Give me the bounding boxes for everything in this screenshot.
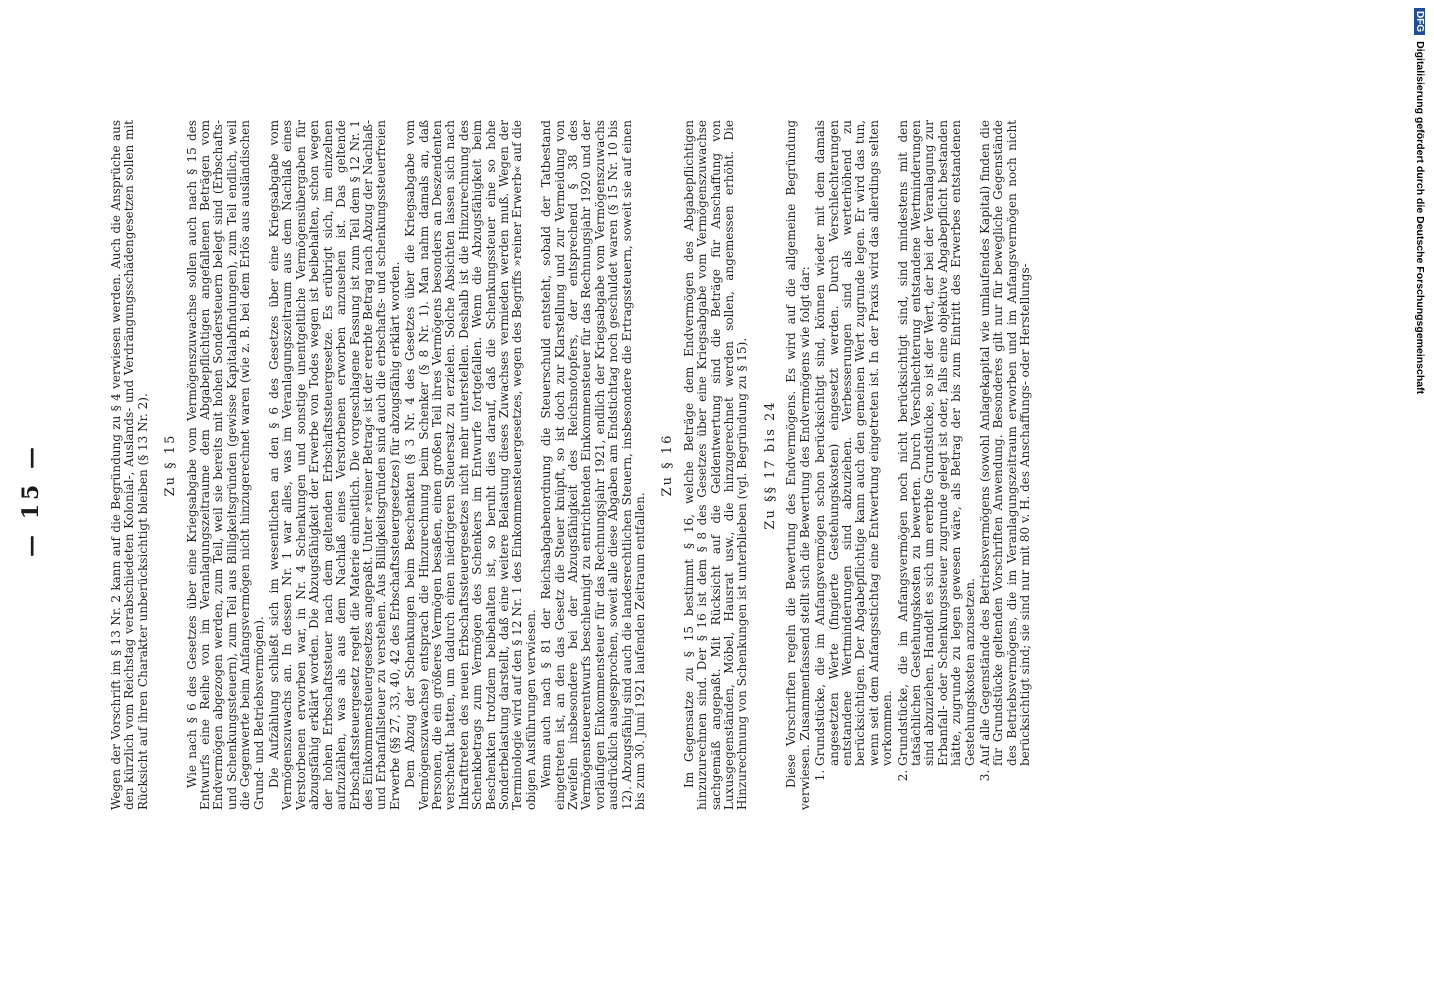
- dfg-logo: DFG: [1414, 8, 1425, 35]
- intro-paragraph: Wegen der Vorschrift im § 13 Nr. 2 kann auf die Begründung zu § 4 verwiesen werden. Auch die Ansprüche aus den kürzlich vom Reichstag verabschiedeten Kolonial-, Auslands- und Verdrängungsschädengesetzen sollen mit Rücksicht auf ihren Charakter unberücksichtigt bleiben (§ 13 Nr. 2).: [109, 120, 150, 810]
- valuation-list: [814, 120, 1033, 810]
- section-heading-17-24: Zu §§ 17 bis 24: [762, 400, 778, 530]
- paragraph: Im Gegensatze zu § 15 bestimmt § 16, welche Beträge dem Endvermögen des Abgabepflichtigen hinzuzurechnen sind. Der § 16 ist dem § 8 des Gesetzes über eine Kriegsabgabe vom Vermögenszuwachse sachgemäß angepaßt. Mit Rücksicht auf die Geldentwertung sind die Beträge für Anschaffung von Luxusgegenständen, Möbel, Hausrat usw., die hinzugerechnet werden sollen, angemessen erhöht. Die Hinzurechnung von Schenkungen ist unterblieben (vgl. Begründung zu § 15).: [681, 120, 750, 810]
- page-number: — 15 —: [18, 443, 44, 557]
- paragraph: Diese Vorschriften regeln die Bewertung des Endvermögens. Es wird auf die allgemeine Begründung verwiesen. Zusammenfassend stellt sich die Bewertung des Endvermögens wie folgt dar:: [784, 120, 812, 810]
- list-item: 2. Grundstücke, die im Anfangsvermögen noch nicht berücksichtigt sind, sind mindestens mit den tatsächlichen Gestehungskosten zu bewerten. Durch Verschlechterung entstandene Wertminderungen sind abzuziehen. Handelt es sich um ererbte Grundstücke, so ist der Wert, der bei der Veranlagung zur Erbanfall- oder Schenkungssteuer zugrunde gelegt ist oder, falls eine objektive Abgabepflicht bestanden hätte, zugrunde zu legen gewesen wäre, als Betrag der bis zum Eintritt des Erwerbes entstandenen Gestehungskosten anzusetzen.: [897, 120, 977, 766]
- paragraph: Wenn auch nach § 81 der Reichsabgabenordnung die Steuerschuld entsteht, sobald der Tatbestand eingetreten ist, an den das Gesetz die Steuer knüpft, so ist doch zur Klarstellung und zur Vermeidung von Zweifeln insbesondere bei der Abzugsfähigkeit des Reichsnotopfers, der entsprechend § 38 des Vermögensteuerentwurfs beschleunigt zu entrichtenden Einkommensteuer für das Rechnungsjahr 1920 und der vorläufigen Einkommensteuer für das Rechnungsjahr 1921, endlich der Kriegsabgabe vom Vermögenszuwachs ausdrücklich ausgesprochen, soweit alle diese Abgaben am Endstichtag noch geschuldet waren (§ 15 Nr. 10 bis 12). Abzugsfähig sind auch die landesrechtlichen Steuern, insbesondere die Ertragssteuern, soweit sie auf einen bis zum 30. Juni 1921 laufenden Zeitraum entfallen.: [539, 120, 648, 810]
- rotated-page: [0, 10, 1390, 990]
- list-item: 3. Auf alle Gegenstände des Betriebsvermögens (sowohl Anlagekapital wie umlaufendes Kapital) finden die für Grundstücke geltenden Vorschriften Anwendung. Besonderes gilt nur für bewegliche Gegenstände des Betriebsvermögens, die im Veranlagungszeitraum erworben und im Anfangsvermögen noch nicht berücksichtigt sind; sie sind nur mit 80 v. H. des Anschaffungs- oder Herstellungs-: [979, 120, 1033, 766]
- funding-notice: [1408, 8, 1426, 768]
- section-heading-15: Zu § 15: [163, 433, 179, 497]
- paragraph: Die Aufzählung schließt sich im wesentlichen an den § 6 des Gesetzes über eine Kriegsabgabe vom Vermögenszuwachs an. In dessen Nr. 1 war alles, was im Veranlagungszeitraum aus dem Nachlaß eines Verstorbenen erworben war, in Nr. 4 Schenkungen und sonstige unentgeltliche Vermögensübergaben für abzugsfähig erklärt worden. Die Abzugsfähigkeit der Erwerbe von Todes wegen ist beibehalten, schon wegen der hohen Erbschaftssteuer nach dem geltenden Erbschaftssteuergesetze. Es erübrigt sich, im einzelnen aufzuzählen, was als aus dem Nachlaß eines Verstorbenen erworben anzusehen ist. Das geltende Erbschaftssteuergesetz regelt die Materie einheitlich. Die vorgeschlagene Fassung ist zum Teil dem § 12 Nr. 1 des Einkommensteuergesetzes angepaßt. Unter »reiner Betrag« ist der ererbte Betrag nach Abzug der Nachlaß- und Erbanfallsteuer zu verstehen. Aus Billigkeitsgründen sind auch die erbschafts- und schenkungssteuerfreien Erwerbe (§§ 27, 33, 40, 42 des Erbschaftssteuergesetzes) für abzugsfähig erklärt worden.: [267, 120, 402, 810]
- funding-text: Digitalisierung gefördert durch die Deutsche Forschungsgemeinschaft: [1414, 41, 1426, 395]
- document-body: [110, 120, 1035, 810]
- list-item: 1. Grundstücke, die im Anfangsvermögen schon berücksichtigt sind, können wieder mit dem damals angesetzten Werte (fingierte Gestehungskosten) eingesetzt werden. Durch Verschlechterungen entstandene Wertminderungen sind abzuziehen. Verbesserungen sind als werterhöhend zu berücksichtigen. Der Abgabepflichtige kann auch den gemeinen Wert zugrunde legen. Er wird das tun, wenn seit dem Anfangsstichtag eine Entwertung eingetreten ist. In der Praxis wird das allerdings selten vorkommen.: [814, 120, 894, 766]
- paragraph: Wie nach § 6 des Gesetzes über eine Kriegsabgabe vom Vermögenszuwachse sollen auch nach § 15 des Entwurfs eine Reihe von im Veranlagungszeitraume dem Abgabepflichtigen angefallenen Beträgen vom Endvermögen abgezogen werden, zum Teil, weil sie bereits mit hohen Sondersteuern belegt sind (Erbschafts- und Schenkungssteuern), zum Teil aus Billigkeitsgründen (gewisse Kapitalabfindungen), zum Teil endlich, weil die Gegenwerte beim Anfangsvermögen nicht hinzugerechnet waren (wie z. B. bei dem Erlös aus ausländischen Grund- und Betriebsvermögen).: [184, 120, 266, 810]
- paragraph: Dem Abzug der Schenkungen beim Beschenkten (§ 3 Nr. 4 des Gesetzes über die Kriegsabgabe vom Vermögenszuwachse) entsprach die Hinzurechnung beim Schenker (§ 8 Nr. 1). Man nahm damals an, daß Personen, die ein größeres Vermögen besaßen, einen großen Teil ihres Vermögens besonders an Deszendenten verschenkt hatten, um dadurch einen niedrigeren Steuersatz zu erzielen. Solche Absichten lassen sich nach Inkrafttreten des neuen Erbschaftssteuergesetzes nicht mehr unterstellen. Deshalb ist die Hinzurechnung des Schenkbetrags zum Vermögen des Schenkers im Entwurfe fortgefallen. Wenn die Abzugsfähigkeit beim Beschenkten trotzdem beibehalten ist, so beruht dies darauf, daß die Schenkungssteuer eine so hohe Sonderbelastung darstellt, daß eine weitere Belastung dieses Zuwachses vermieden werden muß. Wegen der Terminologie wird auf den § 12 Nr. 1 des Einkommensteuergesetzes, wegen des Begriffs »reiner Erwerb« auf die obigen Ausführungen verwiesen.: [403, 120, 538, 810]
- section-heading-16: Zu § 16: [660, 433, 676, 497]
